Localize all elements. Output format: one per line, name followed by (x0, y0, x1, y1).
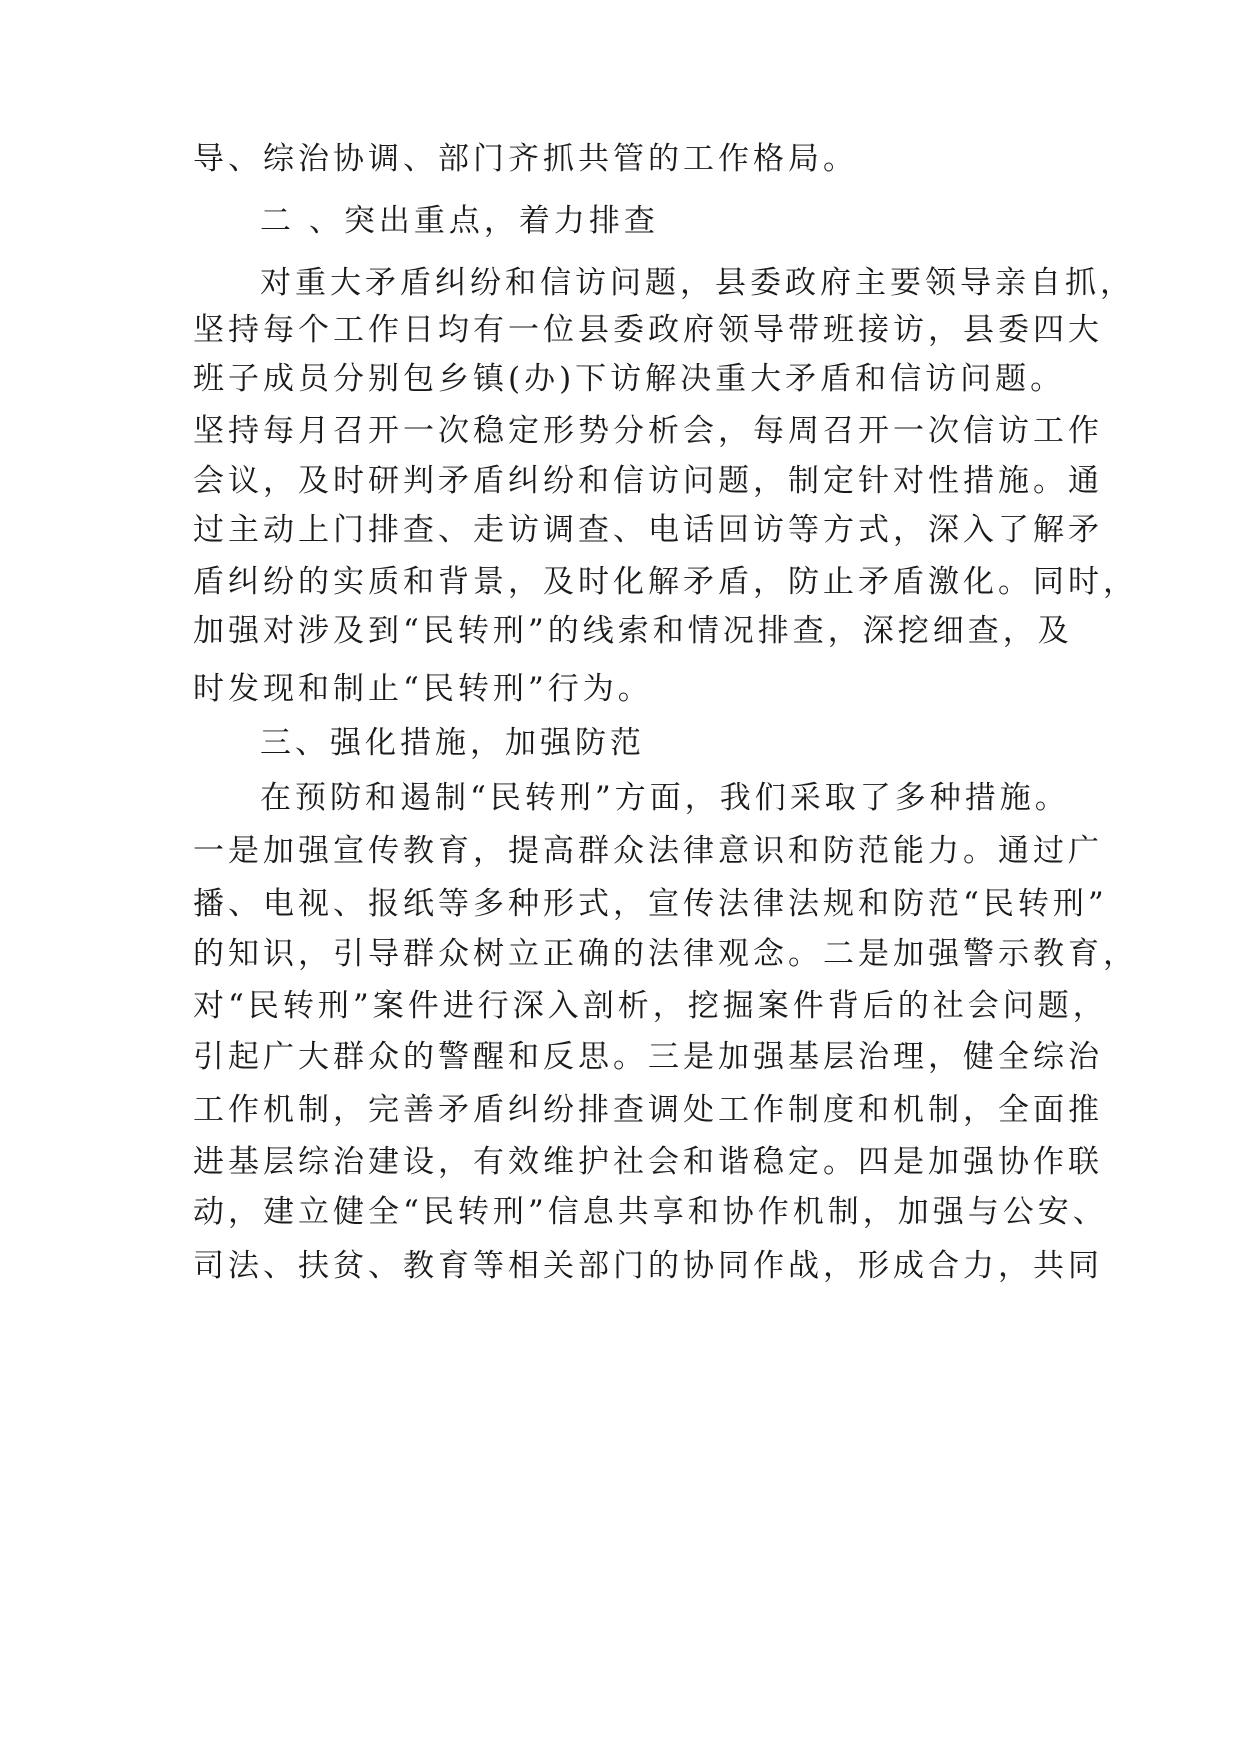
paragraph-line: 工作机制，完善矛盾纠纷排查调处工作制度和机制，全面推 (193, 1092, 1103, 1128)
paragraph-line: 坚持每个工作日均有一位县委政府领导带班接访，县委四大 (193, 312, 1103, 348)
paragraph-line: 过主动上门排查、走访调查、电话回访等方式，深入了解矛 (193, 512, 1103, 548)
paragraph-line: 导、综治协调、部门齐抓共管的工作格局。 (193, 141, 858, 177)
paragraph-line: 会议，及时研判矛盾纠纷和信访问题，制定针对性措施。通 (193, 463, 1103, 499)
paragraph-line: 引起广大群众的警醒和反思。三是加强基层治理，健全综治 (193, 1039, 1103, 1075)
paragraph-line: 坚持每月召开一次稳定形势分析会，每周召开一次信访工作 (193, 413, 1103, 449)
paragraph-line: 播、电视、报纸等多种形式，宣传法律法规和防范“民转刑” (193, 886, 1108, 922)
paragraph-line: 进基层综治建设，有效维护社会和谐稳定。四是加强协作联 (193, 1144, 1103, 1180)
paragraph-line: 动，建立健全“民转刑”信息共享和协作机制，加强与公安、 (193, 1194, 1108, 1230)
paragraph-line: 对“民转刑”案件进行深入剖析，挖掘案件背后的社会问题， (193, 988, 1108, 1024)
section-heading-2: 二 、突出重点，着力排查 (260, 203, 659, 239)
section-heading-3: 三、强化措施，加强防范 (260, 725, 645, 761)
paragraph-line: 对重大矛盾纠纷和信访问题，县委政府主要领导亲自抓， (260, 265, 1135, 301)
paragraph-line: 在预防和遏制“民转刑”方面，我们采取了多种措施。 (260, 780, 1070, 816)
paragraph-line: 盾纠纷的实质和背景，及时化解矛盾，防止矛盾激化。同时， (193, 564, 1138, 600)
paragraph-line: 一是加强宣传教育，提高群众法律意识和防范能力。通过广 (193, 833, 1103, 869)
paragraph-line: 加强对涉及到“民转刑”的线索和情况排查，深挖细查，及 (193, 613, 1073, 649)
paragraph-line: 司法、扶贫、教育等相关部门的协同作战，形成合力，共同 (193, 1248, 1103, 1284)
paragraph-line: 的知识，引导群众树立正确的法律观念。二是加强警示教育， (193, 936, 1138, 972)
paragraph-line: 班子成员分别包乡镇(办)下访解决重大矛盾和信访问题。 (193, 361, 1066, 397)
paragraph-line: 时发现和制止“民转刑”行为。 (193, 671, 653, 707)
